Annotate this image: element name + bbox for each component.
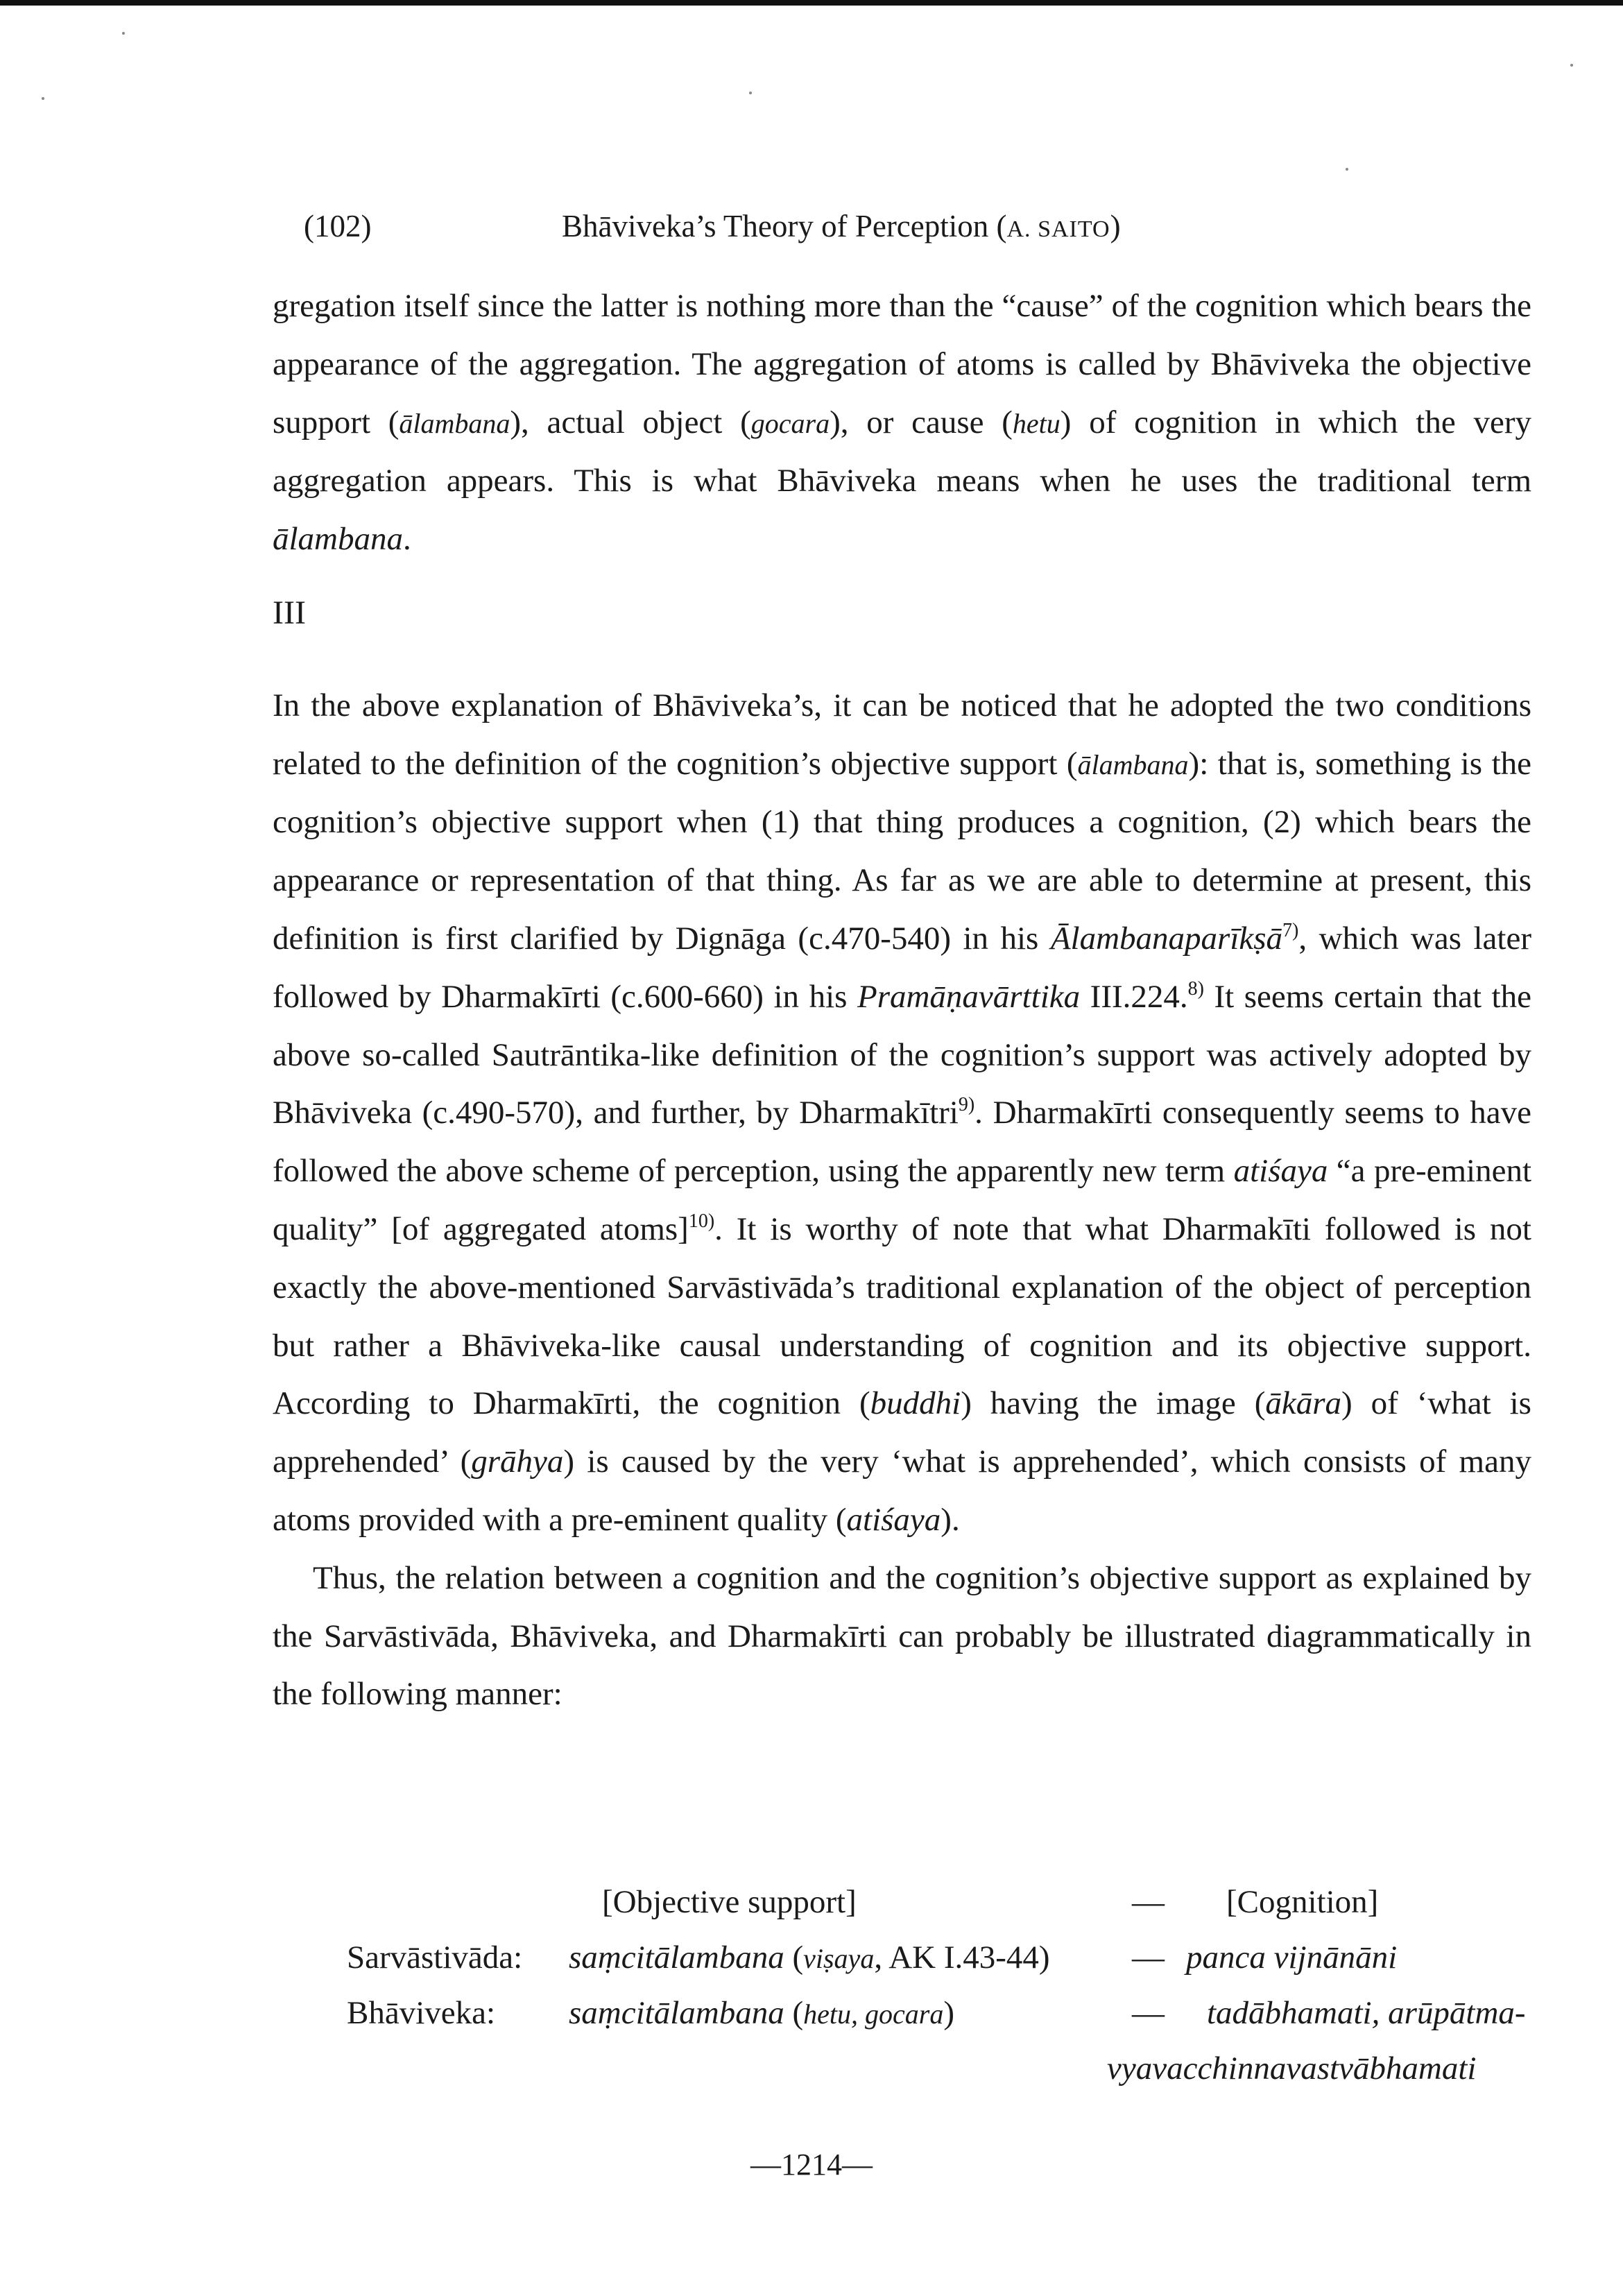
p2-term-atisaya-2: atiśaya	[846, 1501, 941, 1538]
section-heading: III	[273, 594, 306, 631]
diagram-header-cognition: [Cognition]	[1226, 1884, 1379, 1920]
p2-text-11: ) is caused by the very ‘what is apprehended’, which consists of many atoms provided with a pre-eminent quality (	[273, 1443, 1531, 1538]
p2-term-atisaya: atiśaya	[1233, 1153, 1328, 1190]
term-hetu-gocara: hetu, gocara	[803, 1998, 944, 2030]
p2-term-alambana: ālambana	[1077, 748, 1189, 780]
header-title-close: )	[1110, 209, 1121, 243]
p1-text-3: ), or cause (	[830, 404, 1013, 440]
p1-term-alambana-2: ālambana	[273, 521, 403, 558]
header-title-text: Bhāviveka’s Theory of Perception (	[562, 209, 1007, 243]
diagram-row-sarvastivada	[0, 1939, 1623, 1994]
p2-term-grahya: grāhya	[471, 1443, 564, 1480]
diagram-header-objective-support: [Objective support]	[602, 1884, 857, 1920]
paren-open-2: (	[784, 1995, 804, 2031]
header-author-surname: SAITO	[1038, 216, 1110, 242]
footnote-ref-8: 8)	[1187, 977, 1204, 1000]
p2-term-pramanavarttika: Pramāṇavārttika	[857, 978, 1081, 1015]
paren-open: (	[784, 1939, 804, 1976]
diagram-sarvastivada-support	[569, 1939, 1050, 1976]
paragraph-1	[273, 277, 1531, 569]
header-author-initial: A.	[1006, 216, 1038, 242]
p2-text-3: , which was later followed by Dharmakīrti (c.600-660) in his	[273, 920, 1531, 1015]
p2-term-akara: ākāra	[1265, 1385, 1342, 1422]
footnote-ref-9: 9)	[958, 1094, 975, 1116]
p1-text-4: ) of cognition in which the very aggregation appears. This is what Bhāviveka means when he uses the traditional term	[273, 404, 1531, 499]
term-visaya: viṣaya	[803, 1943, 875, 1974]
diagram-bhaviveka-cognition-1	[1207, 1994, 1526, 2032]
p1-text-1: gregation itself since the latter is nothing more than the “cause” of the cognition which bears the appearance of the aggregation. The aggregation of atoms is called by Bhāviveka the objective support (	[273, 288, 1531, 440]
p2-text-7: “a pre-eminent quality” [of aggregated atoms]	[273, 1153, 1531, 1247]
p1-term-hetu: hetu	[1012, 407, 1060, 439]
term-panca-vijnanani: panca vijnānāni	[1186, 1939, 1398, 1976]
footnote-ref-10: 10)	[688, 1210, 715, 1232]
diagram-label-sarvastivada: Sarvāstivāda:	[347, 1939, 523, 1976]
ref-ak: , AK I.43-44)	[874, 1939, 1050, 1976]
main-text	[273, 277, 1531, 1724]
diagram-header-dash: —	[1132, 1884, 1165, 1920]
paren-close-2: )	[943, 1995, 954, 2031]
diagram-header-row	[0, 1883, 1623, 1939]
p2-term-buddhi: buddhi	[870, 1385, 961, 1422]
p2-text-4: III.224.	[1080, 978, 1188, 1015]
speck	[42, 97, 44, 100]
footnote-ref-7: 7)	[1282, 919, 1299, 941]
p2-text-10: ) of ‘what is apprehended’ (	[273, 1385, 1531, 1480]
p1-text-2: ), actual object (	[510, 404, 751, 440]
term-vyavacchinnavastvabhamati: vyavacchinnavastvābhamati	[1107, 2050, 1477, 2087]
p2-text-2: ): that is, something is the cognition’s objective support when (1) that thing produces a cognition, (2) which bears the appearance or representation of that thing. As far as we are able to determine at present, this definition is first clarified by Dignāga (c.470-540) in his	[273, 745, 1531, 957]
diagram-label-bhaviveka: Bhāviveka:	[347, 1995, 496, 2031]
page-footer-number: —1214—	[750, 2148, 873, 2182]
p2-text-8: . It is worthy of note that what Dharmakīti followed is not exactly the above-mentioned Sarvāstivāda’s traditional explanation of the object of perception but rather a Bhāviveka-like causal understanding of cognition and its objective support. According to Dharmakīrti, the cognition (	[273, 1210, 1531, 1422]
paragraph-3: Thus, the relation between a cognition and the cognition’s objective support as explained by the Sarvāstivāda, Bhāviveka, and Dharmakīrti can probably be illustrated diagrammatically in the following manner:	[273, 1559, 1531, 1713]
speck	[749, 92, 752, 94]
header-title	[562, 208, 1121, 244]
diagram-sarvastivada-cognition	[1186, 1939, 1397, 1976]
p2-term-alambanapariksa: Ālambanaparīkṣā	[1050, 920, 1283, 957]
p1-term-alambana: ālambana	[399, 407, 510, 439]
term-tadabhamati: tadābhamati, arūpātma-	[1207, 1995, 1526, 2031]
p2-text-6: . Dharmakīrti consequently seems to have followed the above scheme of perception, using the apparently new term	[273, 1095, 1531, 1190]
diagram-row2-dash: —	[1132, 1995, 1165, 2031]
p1-term-gocara: gocara	[750, 407, 830, 439]
term-samcitalambana: saṃcitālambana	[569, 1939, 784, 1976]
speck	[122, 32, 125, 35]
p2-text-9: ) having the image (	[961, 1385, 1266, 1422]
p2-text-12: ).	[941, 1501, 960, 1538]
term-samcitalambana-2: saṃcitālambana	[569, 1995, 784, 2031]
top-border	[0, 0, 1623, 6]
p2-text-5: It seems certain that the above so-called Sautrāntika-like definition of the cognition’s support was actively adopted by Bhāviveka (c.490-570), and further, by Dharmakītri	[273, 978, 1531, 1131]
diagram-row-bhaviveka	[0, 1994, 1623, 2050]
diagram-row-bhaviveka-cont	[0, 2050, 1623, 2105]
p2-text-1: In the above explanation of Bhāviveka’s, it can be noticed that he adopted the two conditions related to the definition of the cognition’s objective support (	[273, 687, 1531, 782]
diagram-row1-dash: —	[1132, 1939, 1165, 1976]
diagram-bhaviveka-cognition-2	[1107, 2050, 1477, 2087]
speck	[1346, 168, 1348, 171]
speck	[1570, 64, 1573, 67]
diagram-bhaviveka-support	[569, 1994, 954, 2032]
paragraph-2	[273, 677, 1531, 1550]
p1-text-5: .	[403, 521, 411, 558]
header-page-number: (102)	[304, 209, 372, 243]
